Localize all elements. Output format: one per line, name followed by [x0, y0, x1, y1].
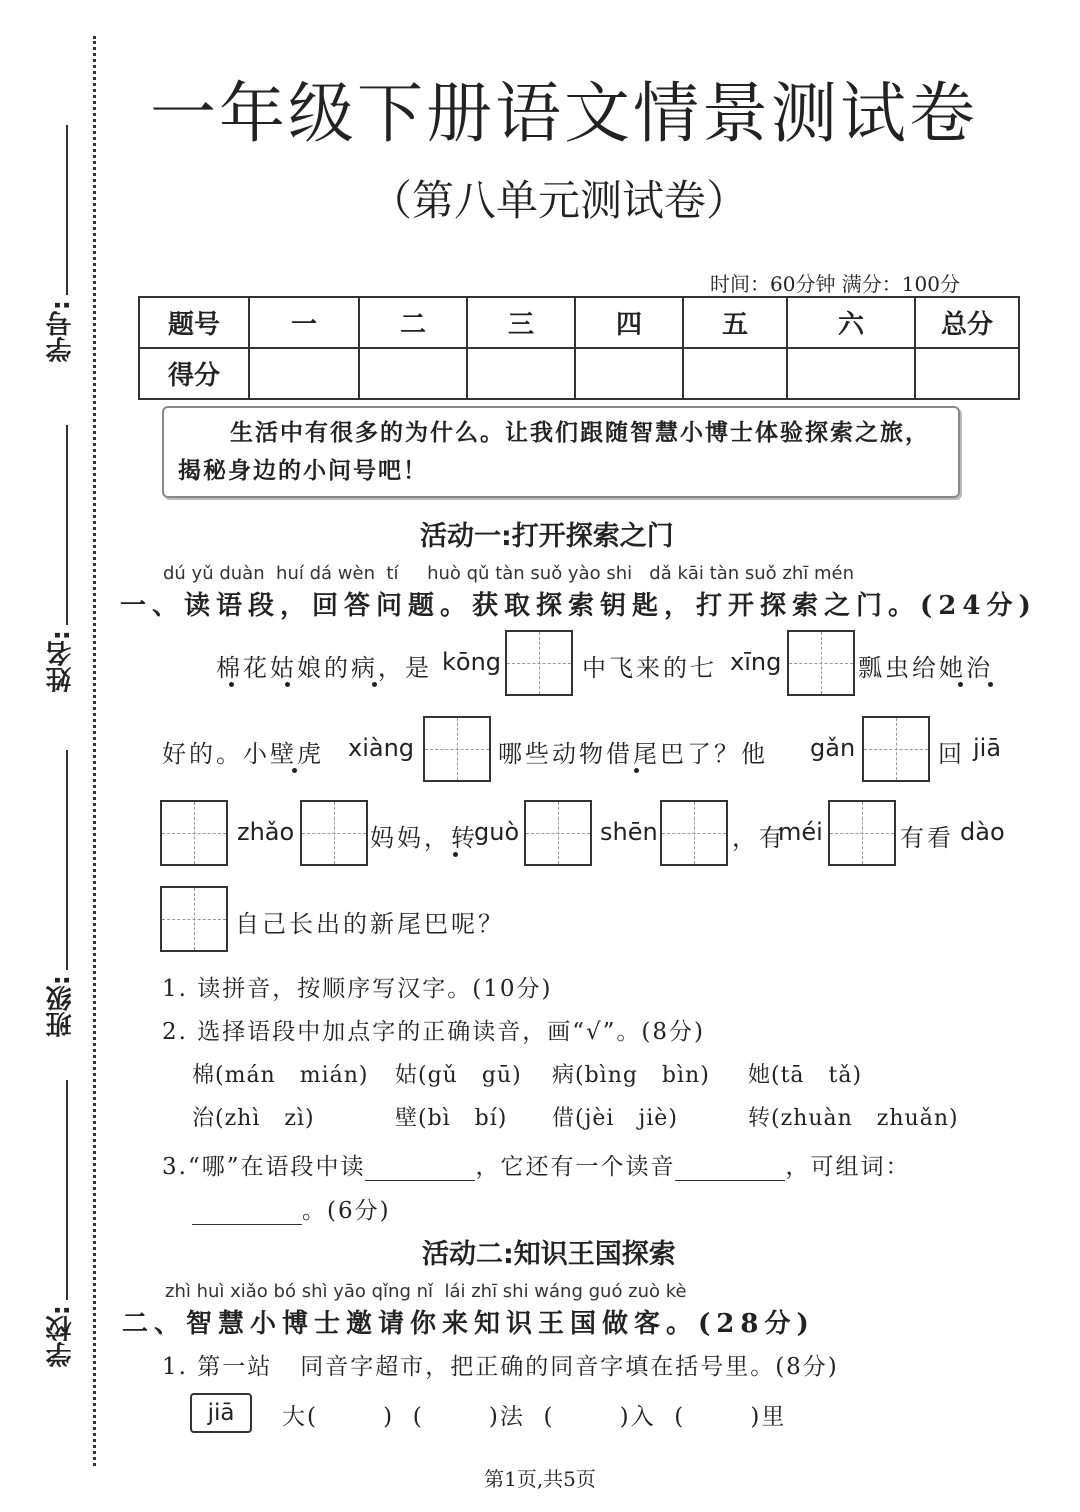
- emphasis-dot: [229, 682, 234, 687]
- reading-option[interactable]: 治(zhì zì): [192, 1106, 315, 1131]
- writing-grid-box[interactable]: [660, 800, 728, 866]
- passage-pinyin: méi: [778, 818, 823, 846]
- passage-text: 有看: [900, 824, 954, 852]
- class-label: 班级:: [46, 975, 76, 1038]
- score-header-cell: 题号: [139, 297, 249, 348]
- passage-text: ，有: [732, 824, 786, 852]
- reading-option[interactable]: 转(zhuàn zhuǎn): [748, 1106, 959, 1131]
- score-cell[interactable]: [249, 348, 359, 399]
- writing-grid-box[interactable]: [787, 630, 855, 696]
- score-cell[interactable]: [467, 348, 575, 399]
- question-3-text: 。(6分): [302, 1198, 391, 1224]
- writing-grid-box[interactable]: [505, 630, 573, 696]
- reading-option[interactable]: 姑(gǔ gū): [395, 1063, 522, 1088]
- emphasis-dot: [453, 852, 458, 857]
- reading-option[interactable]: 她(tā tǎ): [748, 1063, 863, 1088]
- score-cell[interactable]: [575, 348, 683, 399]
- passage-pinyin: zhǎo: [237, 818, 295, 846]
- score-table-score-row: [139, 348, 1019, 399]
- page-title: 一年级下册语文情景测试卷: [150, 75, 978, 152]
- emphasis-dot: [292, 768, 297, 773]
- time-info: 时间：60分钟 满分：100分: [710, 272, 960, 296]
- emphasis-dot: [988, 682, 993, 687]
- passage-text: 瓢虫给她治: [858, 654, 993, 682]
- pinyin-prompt-box: jiā: [190, 1393, 252, 1433]
- section1-title: 一、读语段，回答问题。获取探索钥匙，打开探索之门。(24分): [120, 591, 1037, 621]
- score-table-header-row: [139, 297, 1019, 348]
- school-line[interactable]: [66, 1080, 68, 1300]
- question-3-text: 3.“哪”在语段中读: [162, 1154, 366, 1180]
- passage-text: 妈妈，转: [370, 824, 478, 852]
- writing-grid-box[interactable]: [524, 800, 592, 866]
- question-1: 1. 读拼音，按顺序写汉字。(10分): [162, 976, 553, 1002]
- emphasis-dot: [958, 682, 963, 687]
- page-subtitle: （第八单元测试卷）: [370, 176, 749, 225]
- school-label: 学校:: [46, 1305, 76, 1368]
- passage-text: 好的。小壁虎: [162, 740, 324, 768]
- writing-grid-box[interactable]: [862, 716, 930, 782]
- reading-option[interactable]: 棉(mán mián): [192, 1063, 369, 1088]
- score-header-cell: 四: [575, 297, 683, 348]
- name-line[interactable]: [66, 425, 68, 625]
- answer-blank[interactable]: [675, 1180, 785, 1181]
- passage-pinyin: shēn: [600, 818, 658, 846]
- score-header-cell: 五: [683, 297, 787, 348]
- section1-pinyin: dú yǔ duàn huí dá wèn tí huò qǔ tàn suǒ yào shi dǎ kāi tàn suǒ zhī mén: [163, 563, 854, 584]
- intro-text: 生活中有很多的为什么。让我们跟随智慧小博士体验探索之旅，揭秘身边的小问号吧！: [178, 419, 930, 484]
- score-cell[interactable]: [915, 348, 1019, 399]
- question-3-text: ，它还有一个读音: [475, 1154, 676, 1180]
- question-3-continued: [192, 1192, 391, 1225]
- passage-pinyin: jiā: [973, 734, 1002, 762]
- question-3: [162, 1148, 910, 1181]
- passage-pinyin: dào: [960, 818, 1005, 846]
- section2-question-1: 1. 第一站 同音字超市，把正确的同音字填在括号里。(8分): [162, 1354, 839, 1380]
- passage-text: 中飞来的七: [582, 654, 717, 682]
- passage-text: 回: [938, 740, 965, 768]
- writing-grid-box[interactable]: [423, 716, 491, 782]
- name-label: 姓名:: [46, 630, 76, 693]
- homophone-fill-line[interactable]: 大( ) ( )法 ( )入 ( )里: [282, 1404, 787, 1430]
- writing-grid-box[interactable]: [160, 886, 228, 952]
- passage-pinyin: kōng: [442, 648, 502, 676]
- score-header-cell: 三: [467, 297, 575, 348]
- passage-text: 棉花姑娘的病，是: [216, 654, 432, 682]
- reading-option[interactable]: 壁(bì bí): [395, 1106, 508, 1131]
- student-id-label: 学号:: [46, 300, 76, 363]
- passage-pinyin: guò: [474, 818, 520, 846]
- passage-text: 自己长出的新尾巴呢？: [235, 910, 505, 938]
- activity2-title: 活动二:知识王国探索: [422, 1239, 676, 1270]
- score-cell[interactable]: [359, 348, 467, 399]
- score-header-cell: 一: [249, 297, 359, 348]
- score-header-cell: 二: [359, 297, 467, 348]
- activity1-title: 活动一:打开探索之门: [420, 521, 674, 552]
- score-header-cell: 六: [787, 297, 915, 348]
- passage-pinyin: xiàng: [348, 734, 415, 762]
- section2-title: 二、智慧小博士邀请你来知识王国做客。(28分): [122, 1309, 815, 1339]
- section2-pinyin: zhì huì xiǎo bó shì yāo qǐng nǐ lái zhī shi wáng guó zuò kè: [165, 1281, 687, 1302]
- score-table: [138, 296, 1020, 400]
- answer-blank[interactable]: [192, 1224, 302, 1225]
- passage-pinyin: xīng: [730, 648, 782, 676]
- passage-text: 哪些动物借尾巴了？他: [498, 740, 768, 768]
- score-cell[interactable]: [683, 348, 787, 399]
- answer-blank[interactable]: [365, 1180, 475, 1181]
- score-header-cell: 总分: [915, 297, 1019, 348]
- reading-option[interactable]: 病(bìng bìn): [552, 1063, 710, 1088]
- passage-pinyin: gǎn: [810, 734, 856, 762]
- emphasis-dot: [634, 768, 639, 773]
- binding-dashed-line: [93, 36, 96, 1466]
- writing-grid-box[interactable]: [160, 800, 228, 866]
- score-cell[interactable]: [787, 348, 915, 399]
- score-row-label: 得分: [139, 348, 249, 399]
- emphasis-dot: [285, 682, 290, 687]
- question-2: 2. 选择语段中加点字的正确读音，画“√”。(8分): [162, 1019, 706, 1045]
- reading-option[interactable]: 借(jèi jiè): [552, 1106, 678, 1131]
- student-id-line[interactable]: [66, 125, 68, 295]
- writing-grid-box[interactable]: [300, 800, 368, 866]
- class-line[interactable]: [66, 750, 68, 970]
- question-3-text: ，可组词：: [785, 1154, 911, 1180]
- emphasis-dot: [372, 682, 377, 687]
- writing-grid-box[interactable]: [828, 800, 896, 866]
- page-footer: 第1页,共5页: [484, 1467, 596, 1491]
